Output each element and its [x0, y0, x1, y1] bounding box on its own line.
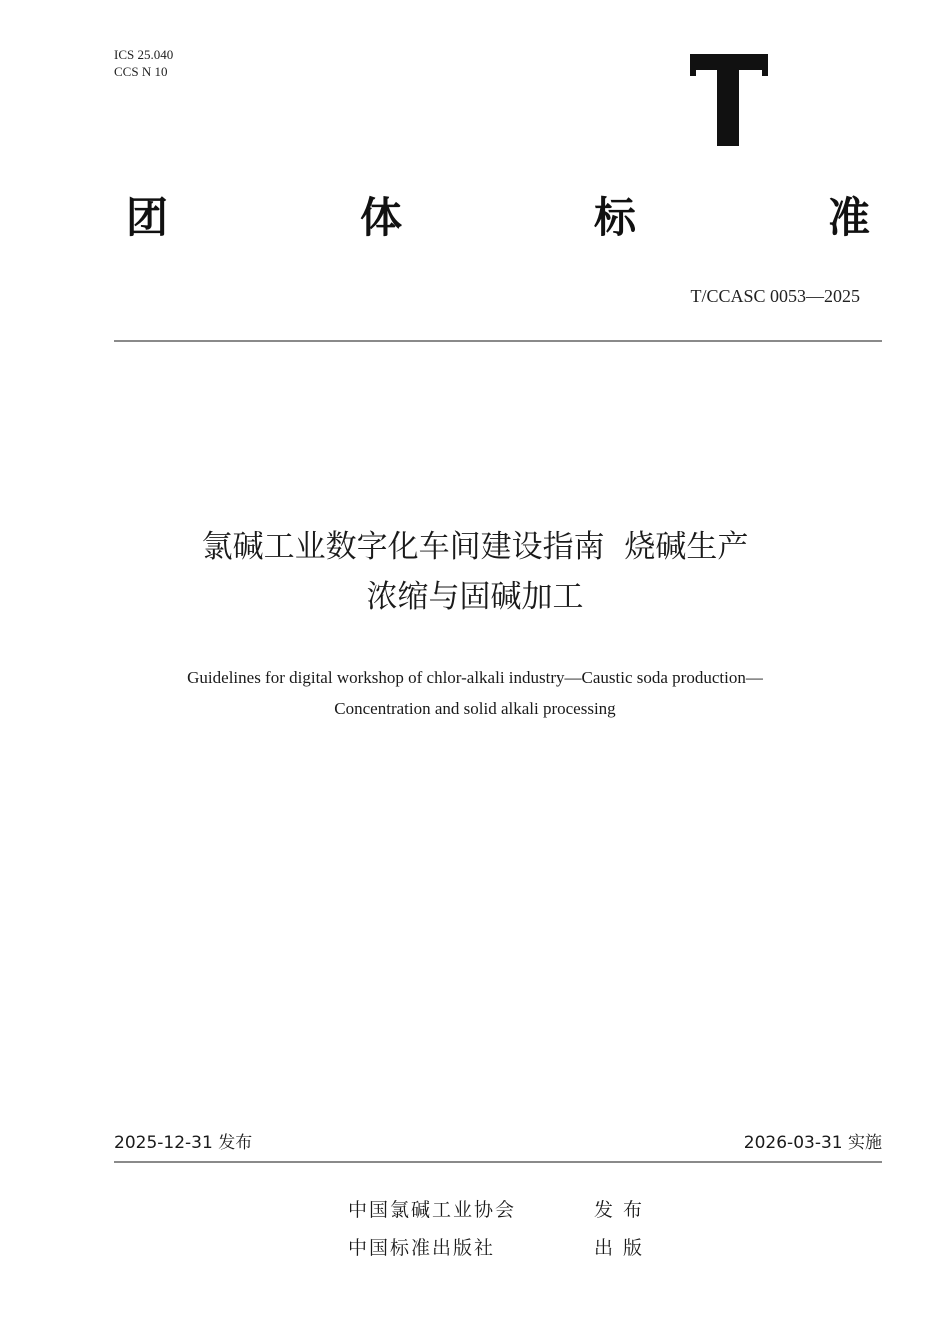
group-standard-t-logo	[690, 54, 768, 146]
implementation-date: 2026-03-31 实施	[743, 1133, 882, 1153]
publisher-name: 中国氯碱工业协会	[348, 1199, 517, 1221]
chinese-title-line: 氯碱工业数字化车间建设指南 烧碱生产	[201, 529, 749, 565]
chinese-title-line: 浓缩与固碱加工	[366, 579, 584, 615]
standard-code: T/CCASC 0053—2025	[690, 286, 860, 306]
classification-codes	[114, 46, 173, 80]
t-letter-icon	[690, 54, 768, 146]
english-title	[60, 662, 890, 724]
publisher-row	[348, 1191, 652, 1229]
top-divider	[114, 340, 882, 342]
chinese-title	[60, 522, 890, 622]
publisher-name: 中国标准出版社	[348, 1237, 496, 1259]
ccs-code: CCS N 10	[114, 64, 168, 79]
standard-type-heading	[126, 190, 870, 246]
english-title-line: Concentration and solid alkali processing	[334, 699, 616, 718]
publisher-block	[348, 1191, 652, 1267]
standard-type-char: 准	[827, 193, 870, 242]
publisher-role: 出版	[594, 1237, 653, 1259]
standard-type-char: 团	[126, 193, 169, 242]
ics-code: ICS 25.040	[114, 47, 174, 62]
standard-type-char: 标	[593, 193, 636, 242]
standard-type-char: 体	[359, 193, 402, 242]
bottom-divider	[114, 1161, 882, 1163]
publisher-row	[348, 1229, 652, 1267]
issue-date: 2025-12-31 发布	[114, 1133, 253, 1153]
publisher-role: 发布	[594, 1199, 653, 1221]
english-title-line: Guidelines for digital workshop of chlor-alkali industry—Caustic soda production—	[187, 668, 763, 687]
